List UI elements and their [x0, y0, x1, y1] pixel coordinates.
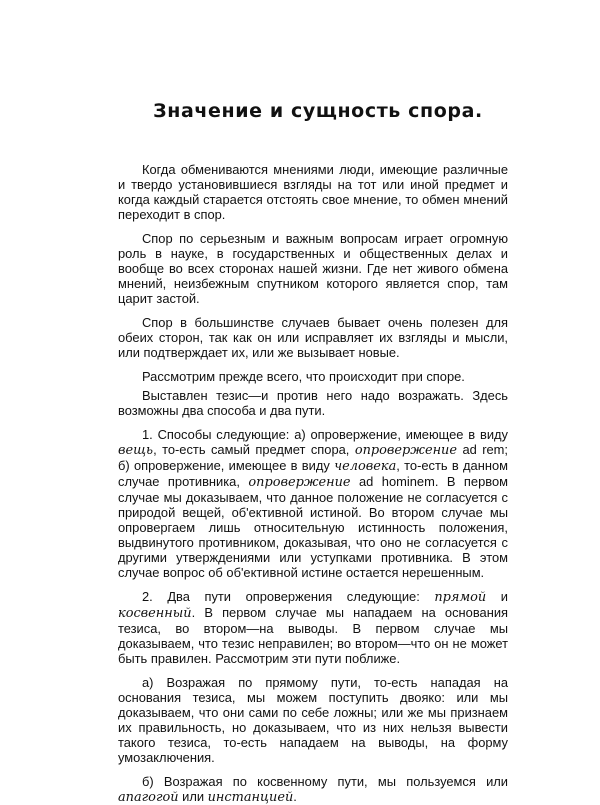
p6-text-2: , то-есть самый предмет спора, [153, 442, 355, 457]
p6-emphasis-1: вещь [118, 443, 154, 458]
p6-text-5: ad hominem. В первом случае мы доказываем, что данное положение не согласуется с природой вещей, об'ективной истиной. Во втором случае мы опровергаем лишь относительную истинность положения, выдвинутого противником, доказывая, что оно не согласуется с другими утверждениями или уступками противника. В этом случае вопрос об об'ективной истине остается нерешенным. [118, 474, 508, 580]
paragraph-1-text: Когда обмениваются мнениями люди, имеющие различные и твердо установившиеся взгляды на тот или иной предмет и когда каждый старается отстоять свое мнение, то обмен мнений переходит в спор. [118, 162, 508, 222]
p9-text-3: . [293, 789, 297, 804]
paragraph-7 [118, 589, 508, 666]
p9-text-2: или [178, 789, 208, 804]
p7-emphasis-1: прямой [434, 590, 487, 605]
paragraph-3 [118, 315, 508, 360]
p6-emphasis-3: человека [334, 459, 397, 474]
page-title: Значение и сущность спора. [153, 100, 483, 122]
p6-text-1: 1. Способы следующие: а) опровержение, имеющее в виду [142, 427, 508, 442]
paragraph-3-text: Спор в большинстве случаев бывает очень полезен для обеих сторон, так как он или исправляет их взгляды и мысли, или подтверждает их, или же вызывает новые. [118, 315, 508, 360]
paragraph-4 [118, 369, 508, 384]
paragraph-9 [118, 774, 508, 805]
paragraph-2-text: Спор по серьезным и важным вопросам играет огромную роль в науке, в государственных и общественных делах и вообще во всех сторонах нашей жизни. Где нет живого обмена мнений, неизбежным спутником которого является спор, там царит застой. [118, 231, 508, 306]
p6-emphasis-2: опровержение [354, 443, 457, 458]
p9-text-1: б) Возражая по косвенному пути, мы пользуемся или [142, 774, 508, 789]
paragraph-4-text: Рассмотрим прежде всего, что происходит при споре. [142, 369, 465, 384]
paragraph-2 [118, 231, 508, 306]
p6-text-3: ad rem; б) опровержение, имеющее в виду [118, 442, 508, 473]
paragraph-1 [118, 162, 508, 222]
paragraph-5-text: Выставлен тезис—и против него надо возражать. Здесь возможны два способа и два пути. [118, 388, 508, 418]
p7-text-1: 2. Два пути опровержения следующие: [142, 589, 435, 604]
p9-emphasis-2: инстанцией [207, 790, 294, 805]
p9-emphasis-1: апагогой [118, 790, 179, 805]
p6-emphasis-4: опровержение [248, 475, 351, 490]
paragraph-8 [118, 675, 508, 765]
paragraph-5 [118, 388, 508, 418]
p7-text-3: . В первом случае мы нападаем на основания тезиса, во втором—на выводы. В первом случае мы доказываем, что тезис неправилен; во втором—что он не может быть правилен. Рассмотрим эти пути поближе. [118, 605, 508, 666]
p6-text-4: , то-есть в данном случае противника, [118, 458, 508, 489]
p7-text-2: и [486, 589, 508, 604]
paragraph-8-text: а) Возражая по прямому пути, то-есть нападая на основания тезиса, мы можем поступить двояко: или мы доказываем, что они сами по себе ложны; или же мы признаем их правильность, но доказываем, что из них нельзя вывести такого тезиса, то-есть нападаем на выводы, на форму умозаключения. [118, 675, 508, 765]
paragraph-6 [118, 427, 508, 580]
p7-emphasis-2: косвенный [118, 606, 192, 621]
